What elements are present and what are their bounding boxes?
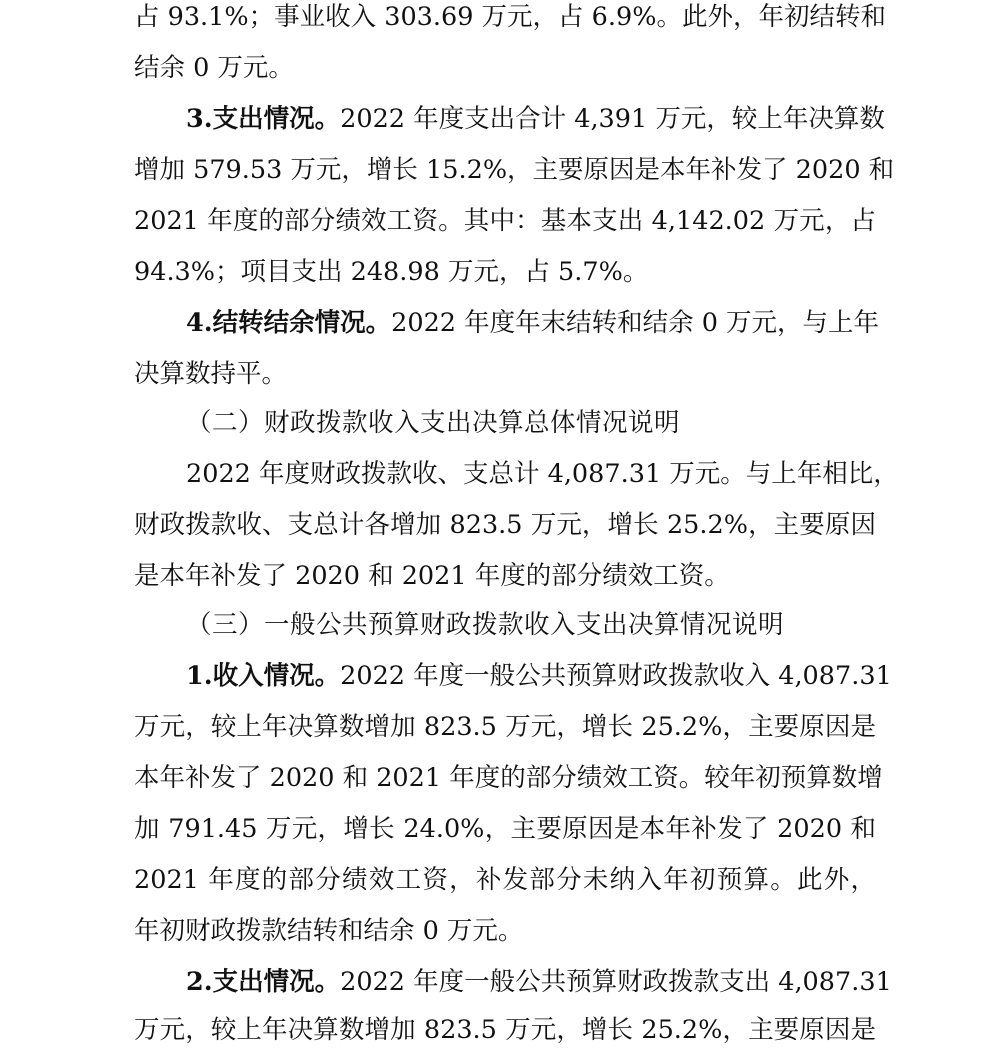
body-text-line [134, 809, 876, 849]
section-lead: 4.结转结余情况。 [186, 308, 392, 338]
section-paragraph-start [186, 303, 880, 343]
section-paragraph-start [186, 656, 892, 696]
body-text-line [134, 1010, 876, 1050]
section-lead: 2.支出情况。 [186, 967, 341, 997]
body-text-line [134, 48, 876, 88]
body-text-line [134, 354, 876, 394]
line-text: 2022 年度一般公共预算财政拨款支出 4,087.31 [340, 967, 892, 997]
line-text: 占 93.1%；事业收入 303.69 万元，占 6.9%。此外，年初结转和 [134, 2, 886, 32]
line-text: 是本年补发了 2020 和 2021 年度的部分绩效工资。 [134, 561, 730, 591]
line-text: 2021 年度的部分绩效工资。其中：基本支出 4,142.02 万元，占 [134, 206, 876, 236]
line-text: 2022 年度支出合计 4,391 万元，较上年决算数 [340, 104, 885, 134]
line-text: 增加 579.53 万元，增长 15.2%，主要原因是本年补发了 2020 和 [134, 155, 895, 185]
line-text: 94.3%；项目支出 248.98 万元，占 5.7%。 [134, 257, 649, 287]
line-text: 万元，较上年决算数增加 823.5 万元，增长 25.2%，主要原因是 [134, 712, 876, 742]
body-text-line [134, 0, 886, 37]
body-text-line [134, 556, 876, 596]
heading-text: （三）一般公共预算财政拨款收入支出决算情况说明 [186, 610, 785, 640]
body-text-line [186, 454, 899, 494]
section-heading [186, 403, 876, 443]
body-text-line [134, 758, 883, 798]
line-text: 万元，较上年决算数增加 823.5 万元，增长 25.2%，主要原因是 [134, 1015, 876, 1045]
body-text-line [134, 150, 895, 190]
section-heading [186, 605, 876, 645]
line-text: 加 791.45 万元，增长 24.0%，主要原因是本年补发了 2020 和 [134, 814, 876, 844]
section-paragraph-start [186, 962, 892, 1002]
line-text: 本年补发了 2020 和 2021 年度的部分绩效工资。较年初预算数增 [134, 763, 883, 793]
section-lead: 3.支出情况。 [186, 104, 341, 134]
line-text: 财政拨款收、支总计各增加 823.5 万元，增长 25.2%，主要原因 [134, 510, 876, 540]
body-text-line [134, 201, 876, 241]
line-text: 2022 年度财政拨款收、支总计 4,087.31 万元。与上年相比， [186, 459, 899, 489]
section-lead: 1.收入情况。 [186, 661, 341, 691]
body-text-line [134, 911, 876, 951]
line-text: 结余 0 万元。 [134, 53, 294, 83]
line-text: 年初财政拨款结转和结余 0 万元。 [134, 916, 524, 946]
body-text-line [134, 707, 876, 747]
line-text: 2022 年度一般公共预算财政拨款收入 4,087.31 [340, 661, 892, 691]
heading-text: （二）财政拨款收入支出决算总体情况说明 [186, 408, 681, 438]
section-paragraph-start [186, 99, 885, 139]
body-text-line [134, 505, 876, 545]
line-text: 2022 年度年末结转和结余 0 万元，与上年 [391, 308, 880, 338]
line-text: 决算数持平。 [134, 359, 288, 389]
body-text-line [134, 860, 876, 900]
line-text: 2021 年度的部分绩效工资，补发部分未纳入年初预算。此外， [134, 865, 876, 895]
body-text-line [134, 252, 876, 292]
